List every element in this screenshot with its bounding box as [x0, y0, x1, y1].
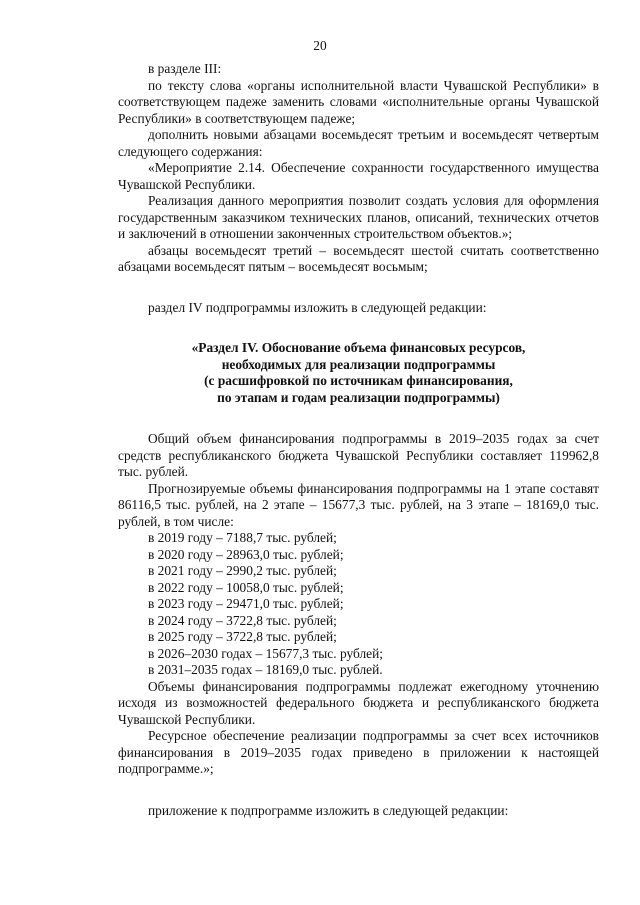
- year-list-item: в 2025 году – 3722,8 тыс. рублей;: [148, 629, 337, 644]
- paragraph: абзацы восемьдесят третий – восемьдесят шестой считать соответственно абзацами восемьдесят пятым – восемьдесят восьмым;: [118, 242, 599, 274]
- paragraph: Ресурсное обеспечение реализации подпрограммы за счет всех источников финансирования в 2019–2035 годах приведено в приложении к настоящей подпрограмме.»;: [118, 728, 599, 776]
- year-list-item: в 2019 году – 7188,7 тыс. рублей;: [148, 530, 337, 545]
- paragraph: по тексту слова «органы исполнительной власти Чувашской Республики» в соответствующем падеже заменить словами «исполнительные органы Чувашской Республики» в соответствующем падеже;: [118, 77, 599, 126]
- year-list-item: в 2023 году – 29471,0 тыс. рублей;: [148, 596, 344, 611]
- page-number: 20: [313, 38, 327, 53]
- heading-line: необходимых для реализации подпрограммы: [221, 356, 496, 372]
- paragraph: «Мероприятие 2.14. Обеспечение сохранности государственного имущества Чувашской Республики.: [118, 160, 599, 192]
- year-list-item: в 2022 году – 10058,0 тыс. рублей;: [148, 579, 344, 595]
- final-instruction: приложение к подпрограмме изложить в следующей редакции:: [148, 802, 509, 818]
- heading-line: (с расшифровкой по источникам финансирования,: [204, 373, 513, 388]
- year-list-item: в 2024 году – 3722,8 тыс. рублей;: [148, 612, 337, 628]
- heading-line: «Раздел IV. Обоснование объема финансовых ресурсов,: [191, 340, 526, 355]
- paragraph: дополнить новыми абзацами восемьдесят третьим и восемьдесят четвертым следующего содержания:: [118, 127, 599, 159]
- year-list-item: в 2031–2035 годах – 18169,0 тыс. рублей.: [148, 662, 383, 677]
- section-intro: раздел IV подпрограммы изложить в следующей редакции:: [148, 299, 487, 315]
- paragraph: Реализация данного мероприятия позволит создать условия для оформления государственным заказчиком технических планов, описаний, технических отчетов и заключений в отношении законченных строительством объектов.»;: [118, 193, 599, 241]
- document-body: [118, 61, 599, 819]
- paragraph: в разделе III:: [148, 61, 222, 76]
- section-heading: [118, 340, 599, 406]
- heading-line: по этапам и годам реализации подпрограммы): [217, 389, 500, 405]
- paragraph: Объемы финансирования подпрограммы подлежат ежегодному уточнению исходя из возможностей федерального бюджета и республиканского бюджета Чувашской Республики.: [118, 678, 599, 727]
- paragraph: Общий объем финансирования подпрограммы в 2019–2035 годах за счет средств республиканского бюджета Чувашской Республики составляет 119962,8 тыс. рублей.: [118, 431, 599, 479]
- year-list-item: в 2020 году – 28963,0 тыс. рублей;: [148, 546, 344, 562]
- year-list-item: в 2021 году – 2990,2 тыс. рублей;: [148, 563, 337, 578]
- paragraph: Прогнозируемые объемы финансирования подпрограммы на 1 этапе составят 86116,5 тыс. рублей, на 2 этапе – 15677,3 тыс. рублей, на 3 этапе – 18169,0 тыс. рублей, в том числе:: [118, 480, 599, 529]
- year-list-item: в 2026–2030 годах – 15677,3 тыс. рублей;: [148, 645, 383, 661]
